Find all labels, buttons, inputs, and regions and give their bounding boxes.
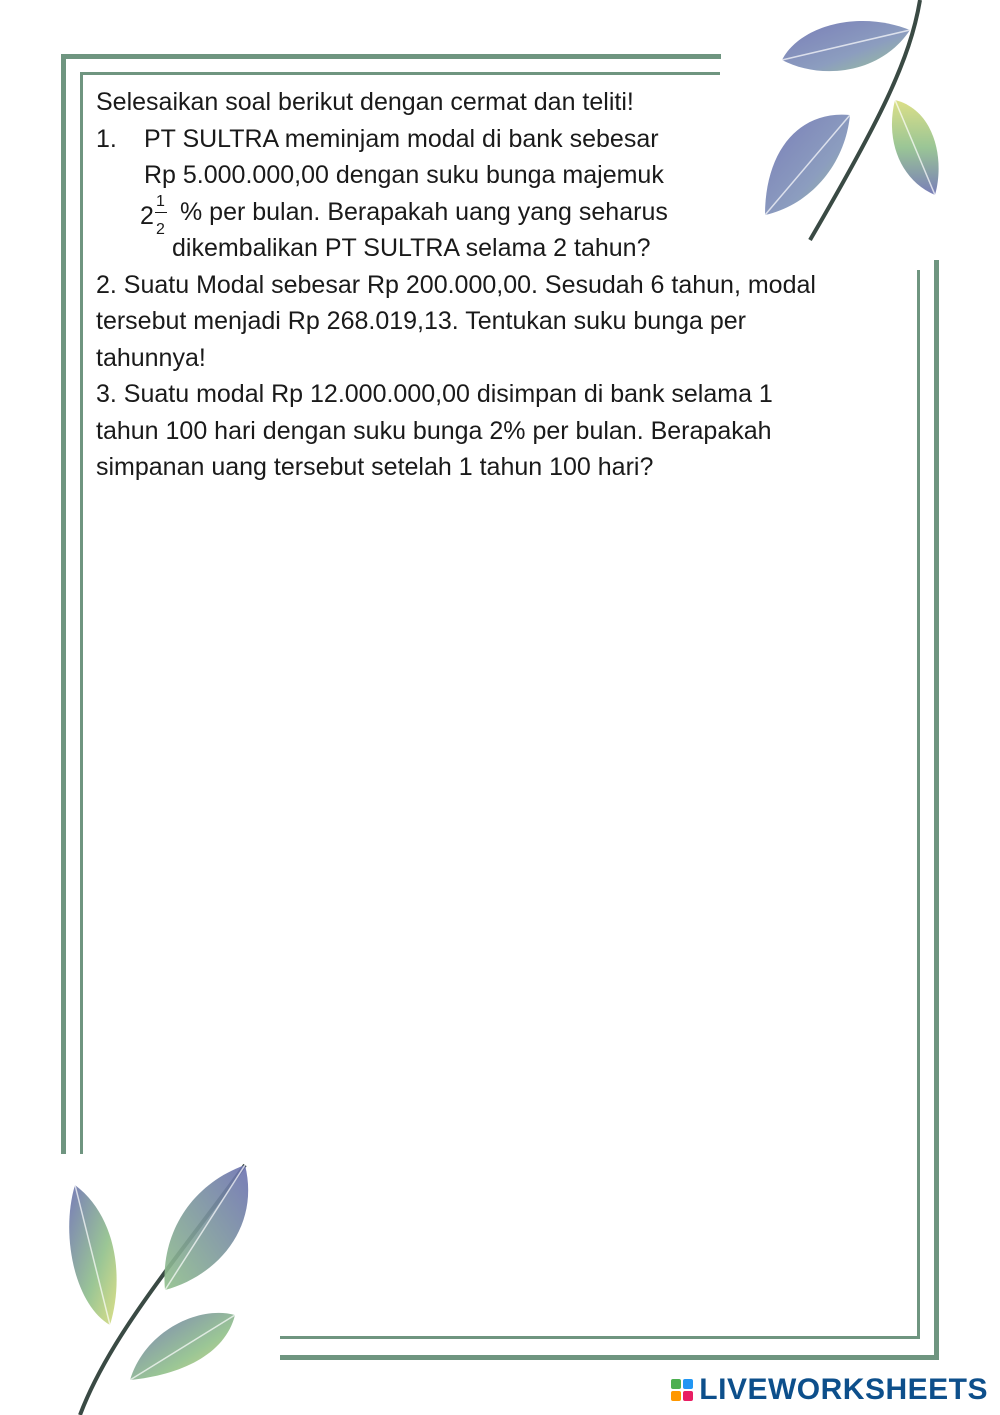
question-1-line4: dikembalikan PT SULTRA selama 2 tahun? <box>172 234 651 262</box>
frame-outer-top <box>61 54 721 59</box>
question-2-line2: tersebut menjadi Rp 268.019,13. Tentukan suku bunga per <box>96 307 746 335</box>
frame-inner-right <box>917 270 920 1338</box>
brand-name: LIVEWORKSHEETS <box>699 1373 988 1406</box>
frame-inner-left <box>80 72 83 1154</box>
question-2-line3: tahunnya! <box>96 343 206 372</box>
frame-inner-top <box>80 72 720 75</box>
leaf-decoration-bottom-left <box>50 1155 280 1415</box>
question-1-line2: Rp 5.000.000,00 dengan suku bunga majemuk <box>144 161 664 189</box>
mixed-fraction <box>140 194 180 254</box>
question-1-rate-line <box>96 192 896 238</box>
question-3 <box>96 376 896 486</box>
liveworksheets-logo-icon <box>671 1379 693 1401</box>
question-1-line3: % per bulan. Berapakah uang yang seharus <box>180 197 668 226</box>
liveworksheets-brand <box>671 1373 988 1407</box>
question-2-line1: 2. Suatu Modal sebesar Rp 200.000,00. Sesudah 6 tahun, modal <box>96 270 816 299</box>
question-3-line1: 3. Suatu modal Rp 12.000.000,00 disimpan di bank selama 1 <box>96 380 773 408</box>
question-3-line2: tahun 100 hari dengan suku bunga 2% per bulan. Berapakah <box>96 416 772 445</box>
fraction-whole: 2 <box>140 201 154 230</box>
frame-inner-bottom <box>280 1336 920 1339</box>
frame-outer-left <box>61 54 66 1154</box>
question-1-line1: PT SULTRA meminjam modal di bank sebesar <box>144 124 659 153</box>
question-1 <box>96 121 896 267</box>
question-2 <box>96 267 896 377</box>
fraction-numerator: 1 <box>156 192 165 210</box>
fraction-denominator: 2 <box>156 220 165 238</box>
frame-outer-right <box>934 260 939 1360</box>
worksheet-content <box>96 84 896 486</box>
question-3-line3: simpanan uang tersebut setelah 1 tahun 100 hari? <box>96 453 654 481</box>
question-1-number: 1. <box>96 124 117 153</box>
instruction-text: Selesaikan soal berikut dengan cermat dan teliti! <box>96 88 634 116</box>
frame-outer-bottom <box>280 1355 939 1360</box>
